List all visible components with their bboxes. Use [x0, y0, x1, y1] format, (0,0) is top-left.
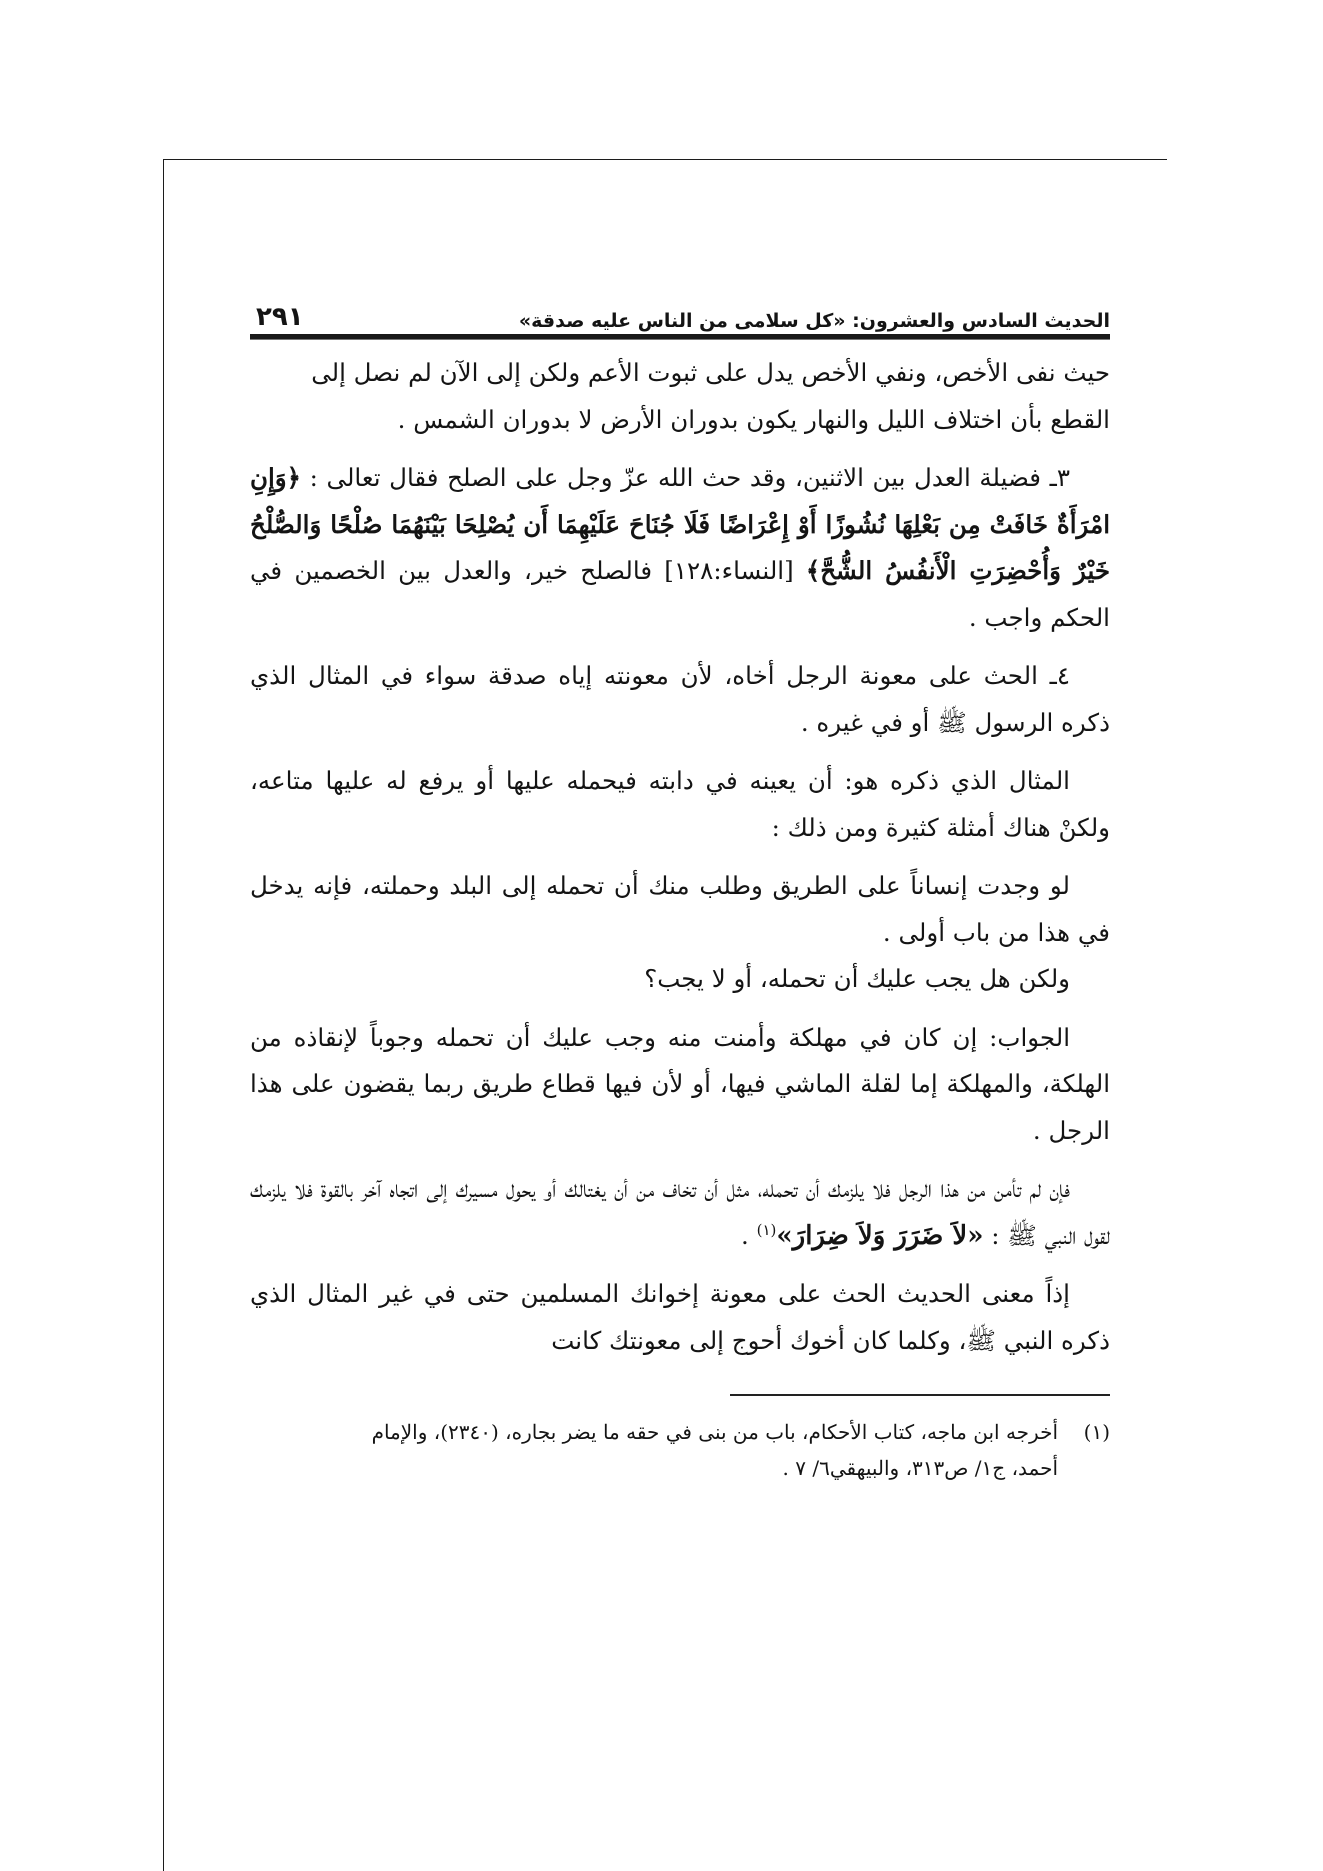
paragraph-1-line-1: حيث نفى الأخص، ونفي الأخص يدل على ثبوت الأعم ولكن إلى الآن لم نصل إلى	[311, 358, 1110, 387]
footnotes	[250, 1414, 1110, 1486]
paragraph-8-text: فإن لم تأمن من هذا الرجل فلا يلزمك أن تحمله، مثل أن تخاف من أن يغتالك أو يحول مسيرك إلى اتجاه آخر بالقوة فلا يلزمك لقول النبي ﷺ :	[250, 1174, 1110, 1250]
hadith-quote: «لاَ ضَرَرَ وَلاَ ضِرَارَ»	[776, 1220, 984, 1251]
header-rule	[250, 334, 1110, 340]
footnote-separator	[730, 1394, 1110, 1396]
paragraph-8-end: .	[741, 1220, 757, 1250]
paragraph-6: ولكن هل يجب عليك أن تحمله، أو لا يجب؟	[644, 964, 1070, 993]
paragraph-9: إذاً معنى الحديث الحث على معونة إخوانك المسلمين حتى في غير المثال الذي ذكره النبي ﷺ، وكلما كان أخوك أحوج إلى معونتك كانت	[250, 1279, 1110, 1355]
page-number: ٢٩١	[256, 302, 304, 332]
book-page	[250, 296, 1110, 1486]
page-body	[250, 350, 1110, 1364]
paragraph-1-line-2: القطع بأن اختلاف الليل والنهار يكون بدوران الأرض لا بدوران الشمس .	[397, 404, 1110, 434]
paragraph-2-intro: ٣ـ فضيلة العدل بين الاثنين، وقد حث الله عزّ وجل على الصلح فقال تعالى :	[309, 463, 1070, 492]
running-header	[250, 296, 1110, 332]
paragraph-3: ٤ـ الحث على معونة الرجل أخاه، لأن معونته إياه صدقة سواء في المثال الذي ذكره الرسول ﷺ أو في غيره .	[250, 661, 1110, 737]
footnote-line-1: أخرجه ابن ماجه، كتاب الأحكام، باب من بنى في حقه ما يضر بجاره، (٢٣٤٠)، والإمام	[371, 1420, 1058, 1444]
footnote-item	[250, 1414, 1110, 1486]
paragraph-4: المثال الذي ذكره هو: أن يعينه في دابته فيحمله عليها أو يرفع له عليها متاعه، ولكنْ هناك أمثلة كثيرة ومن ذلك :	[250, 766, 1110, 842]
footnote-text	[250, 1414, 1058, 1486]
paragraph-2	[250, 455, 1110, 641]
footnote-marker: (١)	[756, 1220, 777, 1239]
page-frame-left-border	[163, 159, 164, 1871]
quran-verse: ﴿وَإِنِ امْرَأَةٌ خَافَتْ مِن بَعْلِهَا نُشُوزًا أَوْ إِعْرَاضًا فَلَا جُنَاحَ عَلَيْهِمَا أَن يُصْلِحَا بَيْنَهُمَا صُلْحًا وَالصُّلْحُ خَيْرٌ وَأُحْضِرَتِ الْأَنفُسُ الشُّحَّ﴾	[250, 463, 1110, 585]
footnote-line-2: أحمد، ج١/ ص٣١٣، والبيهقي٦/ ٧ .	[782, 1456, 1058, 1480]
paragraph-5: لو وجدت إنساناً على الطريق وطلب منك أن تحمله إلى البلد وحملته، فإنه يدخل في هذا من باب أولى .	[250, 871, 1110, 947]
footnote-number: (١)	[1083, 1420, 1110, 1444]
paragraph-1	[250, 350, 1110, 443]
page-frame-top-border	[163, 159, 1167, 160]
verse-reference: [النساء:١٢٨]	[652, 556, 806, 585]
running-title: الحديث السادس والعشرون: «كل سلامى من الناس عليه صدقة»	[518, 310, 1110, 332]
paragraph-2-rest: فالصلح خير، والعدل بين الخصمين في الحكم واجب .	[250, 556, 1110, 632]
paragraph-8	[250, 1166, 1110, 1259]
paragraph-7: الجواب: إن كان في مهلكة وأمنت منه وجب عليك أن تحمله وجوباً لإنقاذه من الهلكة، والمهلكة إما لقلة الماشي فيها، أو لأن فيها قطاع طريق ربما يقضون على هذا الرجل .	[250, 1022, 1111, 1145]
